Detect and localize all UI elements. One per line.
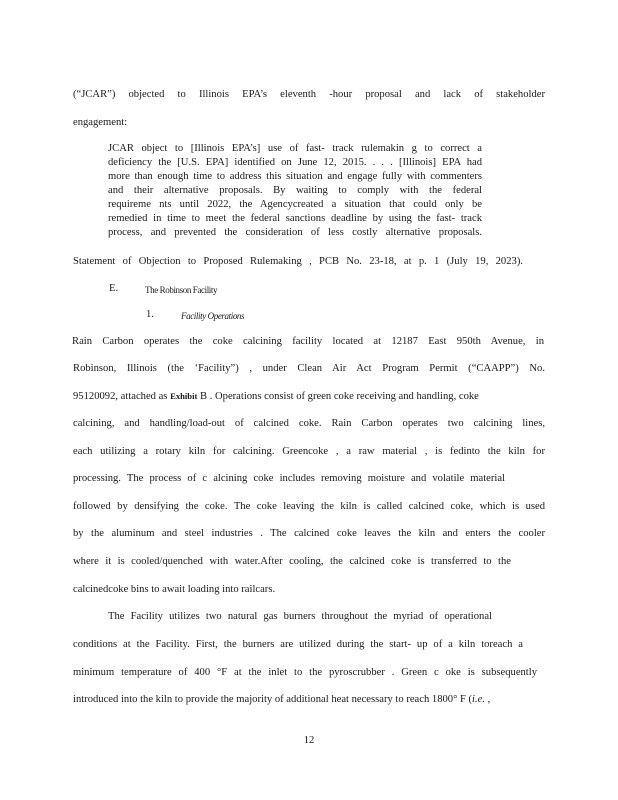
section-title: The Robinson Facility — [145, 285, 218, 295]
quote-line: JCAR object to [Illinois EPA’s] use of fast- track rulemakin g to correct a — [108, 143, 482, 154]
section-letter: E. — [109, 283, 119, 294]
paragraph-line: processing. The process of c alcining coke includes removing moisture and volatile material — [73, 473, 505, 484]
subsection-title: Facility Operations — [181, 311, 245, 321]
paragraph-line: conditions at the Facility. First, the burners are utilized during the start- up of a kiln toreach a — [73, 639, 523, 650]
paragraph-line: followed by densifying the coke. The coke leaving the kiln is called calcined coke, which is used — [73, 501, 545, 512]
quote-line: and their alternative proposals. By waiting to comply with the federal — [108, 185, 482, 196]
paragraph-line: by the aluminum and steel industries . The calcined coke leaves the kiln and enters the cooler — [73, 528, 545, 539]
paragraph-line: Robinson, Illinois (the ‘Facility”) , under Clean Air Act Program Permit (“CAAPP”) No. — [73, 363, 545, 374]
paragraph-line: (“JCAR”) objected to Illinois EPA’s eleventh -hour proposal and lack of stakeholder — [73, 89, 545, 100]
subsection-number: 1. — [146, 309, 154, 320]
paragraph-line: engagement: — [73, 117, 128, 128]
quote-line: deficiency the [U.S. EPA] identified on June 12, 2015. . . . [Illinois] EPA had — [108, 157, 482, 168]
paragraph-line: The Facility utilizes two natural gas burners throughout the myriad of operational — [108, 611, 492, 622]
paragraph-line — [73, 694, 545, 706]
paragraph-line: Rain Carbon operates the coke calcining facility located at 12187 East 950th Avenue, in — [72, 336, 544, 347]
text-run: introduced into the kiln to provide the majority of additional heat necessary to reach 1800° F ( — [73, 694, 473, 705]
paragraph-line: calcinedcoke bins to await loading into railcars. — [73, 584, 276, 595]
paragraph-line: calcining, and handling/load-out of calcined coke. Rain Carbon operates two calcining lines, — [73, 418, 545, 429]
paragraph-line: each utilizing a rotary kiln for calcining. Greencoke , a raw material , is fedinto the kiln for — [73, 446, 545, 457]
paragraph-line — [73, 390, 545, 402]
text-run: 95120092, attached as — [73, 391, 168, 402]
quote-line: more than enough time to address this situation and engage fully with commenters — [108, 171, 482, 182]
paragraph-line: where it is cooled/quenched with water.After cooling, the calcined coke is transferred to the — [73, 556, 511, 567]
text-run-italic: i.e. — [472, 694, 485, 705]
exhibit-reference: Exhibit — [170, 391, 198, 401]
quote-line: requireme nts until 2022, the Agencycreated a situation that could only be — [108, 199, 482, 210]
quote-line: remedied in time to meet the federal sanctions deadline by using the fast- track — [108, 213, 482, 224]
text-run: B . Operations consist of green coke receiving and handling, coke — [199, 391, 479, 402]
text-run: , — [485, 694, 491, 705]
citation: Statement of Objection to Proposed Rulemaking , PCB No. 23-18, at p. 1 (July 19, 2023). — [73, 256, 523, 267]
paragraph-line: minimum temperature of 400 °F at the inlet to the pyroscrubber . Green c oke is subsequently — [73, 667, 537, 678]
quote-line: process, and prevented the consideration of less costly alternative proposals. — [108, 227, 482, 238]
page-number: 12 — [303, 735, 315, 746]
